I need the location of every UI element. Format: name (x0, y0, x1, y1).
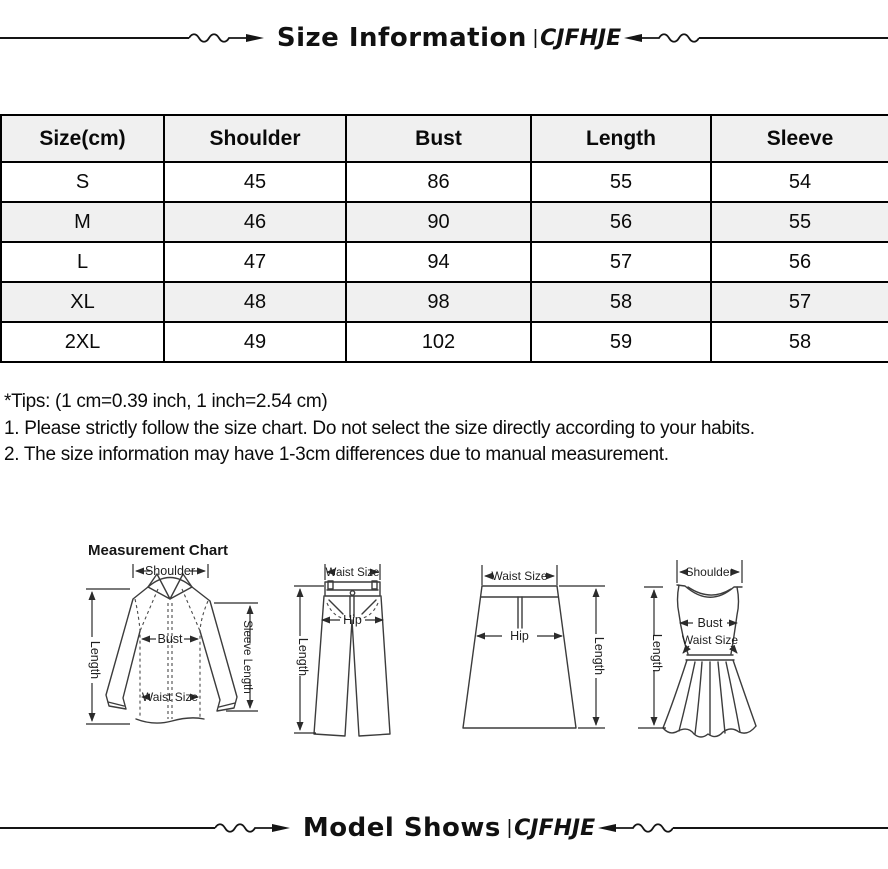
dress-bust-measure (680, 616, 737, 630)
divider-rule-right (699, 37, 888, 39)
dress-diagram (632, 552, 782, 747)
dress-length-measure (638, 587, 666, 728)
dress-waist-measure (682, 633, 739, 653)
table-row (1, 282, 888, 322)
table-cell: 57 (711, 282, 888, 322)
table-row (1, 242, 888, 282)
tips-block (4, 389, 884, 469)
size-cell: 2XL (1, 322, 164, 362)
skirt-hip-measure (477, 629, 562, 643)
table-cell: 94 (346, 242, 531, 282)
table-cell: 49 (164, 322, 346, 362)
shirt-shoulder-measure (133, 564, 208, 578)
table-cell: 55 (531, 162, 711, 202)
table-cell: 45 (164, 162, 346, 202)
size-cell: L (1, 242, 164, 282)
dress-shoulder-label: Shoulder (685, 565, 734, 579)
dress-waist-label: Waist Size (681, 633, 739, 647)
pants-outline (314, 581, 390, 736)
pants-hip-measure (322, 613, 383, 627)
divider-rule-left (0, 827, 215, 829)
shirt-bust-label: Bust (157, 632, 183, 646)
brand-mark: CJFHJE (514, 815, 596, 841)
dress-outline (663, 585, 756, 737)
tips-note-1: 1. Please strictly follow the size chart. Do not select the size directly according to your habits. (4, 417, 755, 439)
squiggle-arrow-right-icon (189, 30, 267, 46)
section-title: Model Shows (302, 813, 501, 843)
pants-hip-label: Hip (343, 613, 362, 627)
section-title: Size Information (276, 23, 527, 53)
table-cell: 57 (531, 242, 711, 282)
table-cell: 90 (346, 202, 531, 242)
pants-length-label: Length (296, 637, 310, 677)
table-cell: 55 (711, 202, 888, 242)
shirt-sleeve-length-label: Sleeve Length (241, 620, 253, 694)
skirt-length-label: Length (592, 636, 606, 676)
table-row (1, 322, 888, 362)
col-header-sleeve: Sleeve (711, 115, 888, 162)
size-table (0, 114, 888, 363)
table-cell: 102 (346, 322, 531, 362)
shirt-shoulder-label: Shoulder (144, 564, 196, 578)
dress-length-label: Length (650, 633, 664, 673)
table-row (1, 202, 888, 242)
col-header-size: Size(cm) (1, 115, 164, 162)
col-header-shoulder: Shoulder (164, 115, 346, 162)
table-cell: 56 (531, 202, 711, 242)
shirt-waist-label: Waist Size (141, 690, 199, 704)
table-row (1, 162, 888, 202)
brand-bar: | (532, 26, 539, 49)
pants-diagram (288, 556, 443, 742)
table-cell: 98 (346, 282, 531, 322)
skirt-diagram (452, 556, 612, 742)
col-header-length: Length (531, 115, 711, 162)
table-cell: 47 (164, 242, 346, 282)
squiggle-arrow-left-icon (621, 30, 699, 46)
skirt-hip-label: Hip (510, 629, 529, 643)
table-cell: 46 (164, 202, 346, 242)
skirt-waist-measure (482, 565, 557, 585)
table-cell: 86 (346, 162, 531, 202)
model-shows-header (0, 811, 888, 845)
brand-mark: CJFHJE (540, 25, 622, 51)
shirt-bust-measure (142, 632, 198, 646)
shirt-length-label: Length (88, 640, 102, 680)
table-cell: 56 (711, 242, 888, 282)
pants-waist-measure (325, 564, 380, 580)
squiggle-arrow-left-icon (595, 820, 673, 836)
dress-bust-label: Bust (697, 616, 723, 630)
tips-intro: *Tips: (1 cm=0.39 inch, 1 inch=2.54 cm) (4, 391, 328, 412)
pants-waist-label: Waist Size (325, 567, 380, 579)
table-cell: 59 (531, 322, 711, 362)
skirt-waist-label: Waist Size (491, 569, 548, 583)
dress-shoulder-measure (677, 560, 742, 583)
measurement-chart-title: Measurement Chart (88, 542, 229, 559)
brand-bar: | (506, 816, 513, 839)
size-cell: S (1, 162, 164, 202)
squiggle-arrow-right-icon (215, 820, 293, 836)
col-header-bust: Bust (346, 115, 531, 162)
table-header-row (1, 115, 888, 162)
table-cell: 58 (531, 282, 711, 322)
shirt-diagram (78, 559, 268, 731)
divider-rule-right (673, 827, 888, 829)
skirt-outline (463, 586, 576, 728)
shirt-waist-measure (142, 690, 199, 704)
size-cell: XL (1, 282, 164, 322)
tips-note-2: 2. The size information may have 1-3cm differences due to manual measurement. (4, 444, 669, 465)
divider-rule-left (0, 37, 189, 39)
table-cell: 54 (711, 162, 888, 202)
size-information-header (0, 21, 888, 55)
table-cell: 48 (164, 282, 346, 322)
table-cell: 58 (711, 322, 888, 362)
size-cell: M (1, 202, 164, 242)
